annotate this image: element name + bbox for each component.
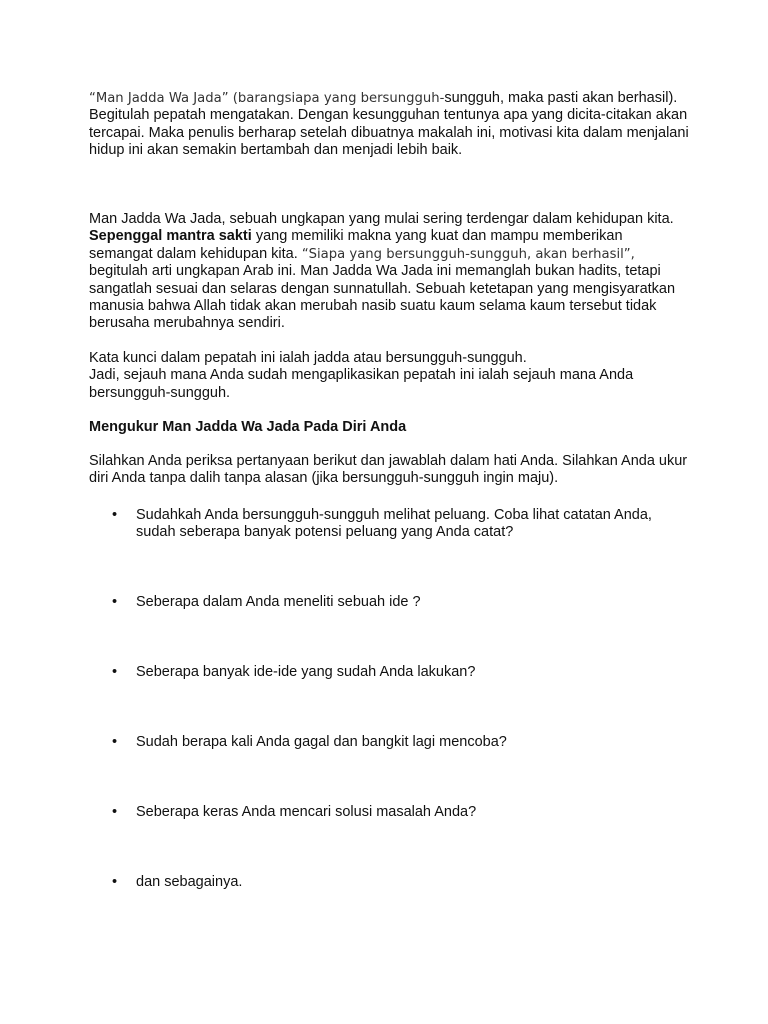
list-item-text: Sudah berapa kali Anda gagal dan bangkit lagi mencoba? bbox=[136, 734, 507, 750]
bullet-marker: • bbox=[112, 804, 118, 820]
bullet-marker: • bbox=[112, 594, 118, 610]
list-item-text: Seberapa keras Anda mencari solusi masalah Anda? bbox=[136, 804, 477, 820]
list-item-text: dan sebagainya. bbox=[136, 874, 243, 890]
section-heading: Mengukur Man Jadda Wa Jada Pada Diri Anda bbox=[89, 419, 407, 435]
list-item bbox=[112, 804, 692, 821]
paragraph3-line1: Kata kunci dalam pepatah ini ialah jadda atau bersungguh-sungguh. bbox=[89, 350, 527, 366]
list-item bbox=[112, 734, 692, 751]
paragraph2-rest: begitulah arti ungkapan Arab ini. Man Jadda Wa Jada ini memanglah bukan hadits, tetapi sangatlah sesuai dan selaras dengan sunnatullah. Sebuah ketetapan yang mengisyaratkan manusia bahwa Allah tidak akan merubah nasib suatu kaum selama kaum tersebut tidak berusaha merubahnya sendiri. bbox=[89, 263, 676, 332]
keyword-paragraph bbox=[89, 350, 689, 402]
list-item bbox=[112, 874, 692, 891]
list-item bbox=[112, 594, 692, 611]
bullet-marker: • bbox=[112, 734, 118, 750]
list-item bbox=[112, 664, 692, 681]
man-jadda-paragraph bbox=[89, 211, 689, 333]
list-item-text: Seberapa dalam Anda meneliti sebuah ide ? bbox=[136, 594, 421, 610]
intro-text: sungguh, maka pasti akan berhasil). Begitulah pepatah mengatakan. Dengan kesungguhan tentunya apa yang dicita-citakan akan tercapai. Maka penulis berharap setelah dibuatnya makalah ini, motivasi kita dalam menjalani hidup ini akan semakin bertambah dan menjadi lebih baik. bbox=[89, 90, 689, 159]
bullet-marker: • bbox=[112, 664, 118, 680]
paragraph2-intro: Man Jadda Wa Jada, sebuah ungkapan yang mulai sering terdengar dalam kehidupan kita. bbox=[89, 211, 674, 227]
list-item bbox=[112, 507, 692, 542]
intro-quote: “Man Jadda Wa Jada” (barangsiapa yang bersungguh- bbox=[89, 91, 445, 106]
list-item-text: Seberapa banyak ide-ide yang sudah Anda lakukan? bbox=[136, 664, 476, 680]
paragraph2-middle: yang memiliki makna yang kuat dan mampu memberikan semangat dalam kehidupan kita. bbox=[89, 228, 623, 262]
list-item-text: Sudahkah Anda bersungguh-sungguh melihat peluang. Coba lihat catatan Anda, sudah seberapa banyak potensi peluang yang Anda catat? bbox=[136, 507, 652, 541]
intro-paragraph bbox=[89, 90, 689, 160]
paragraph2-quote: “Siapa yang bersungguh-sungguh, akan berhasil”, bbox=[301, 246, 635, 262]
bullet-marker: • bbox=[112, 874, 118, 890]
bullet-marker: • bbox=[112, 507, 118, 523]
instruction-paragraph: Silahkan Anda periksa pertanyaan berikut dan jawablah dalam hati Anda. Silahkan Anda ukur diri Anda tanpa dalih tanpa alasan (jika bersungguh-sungguh ingin maju). bbox=[89, 453, 688, 487]
paragraph2-bold: Sepenggal mantra sakti bbox=[89, 228, 252, 245]
paragraph3-line2: Jadi, sejauh mana Anda sudah mengaplikasikan pepatah ini ialah sejauh mana Anda bersungguh-sungguh. bbox=[89, 367, 634, 401]
